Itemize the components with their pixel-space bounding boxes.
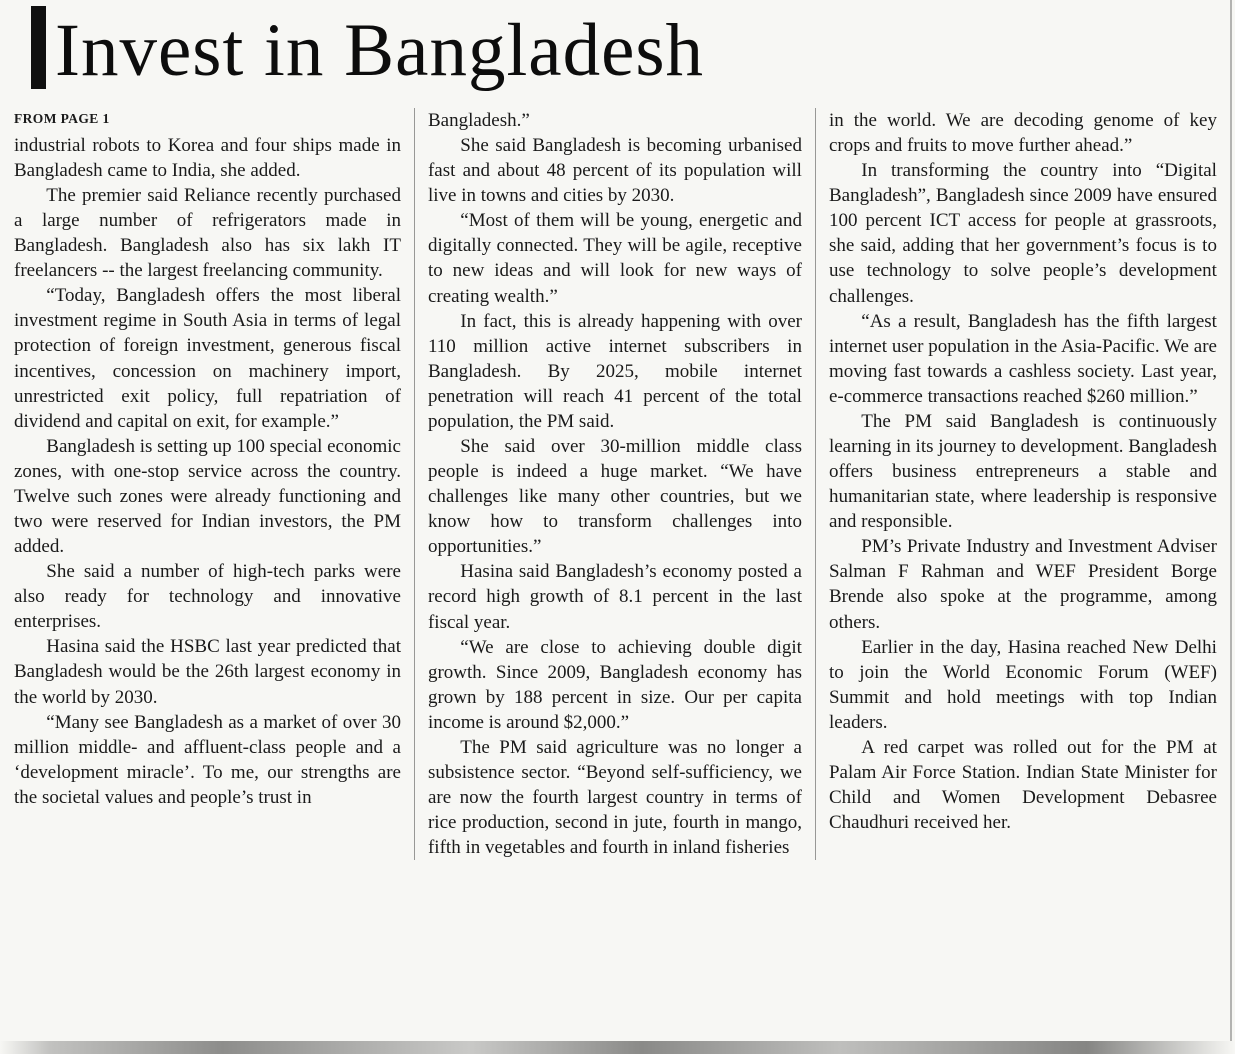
article-paragraph: The PM said agriculture was no longer a subsistence sector. “Beyond self-sufficiency, we are now the fourth largest country in terms of rice production, second in jute, fourth in mango, fifth in vegetables and fourth in inland fisheries (427, 736, 802, 859)
article-paragraph: Bangladesh.” (427, 110, 530, 131)
article-paragraph: Earlier in the day, Hasina reached New Delhi to join the World Economic Forum (WEF) Summit and hold meetings with top Indian leaders. (828, 636, 1217, 733)
article-body (0, 108, 1235, 860)
article-paragraph: She said a number of high-tech parks were also ready for technology and innovative enterprises. (14, 561, 401, 633)
article-paragraph: She said Bangladesh is becoming urbanised fast and about 48 percent of its population will live in towns and cities by 2030. (427, 135, 802, 207)
article-paragraph: “As a result, Bangladesh has the fifth largest internet user population in the Asia-Pacific. We are moving fast towards a cashless society. Last year, e-commerce transactions reached $260 million.” (828, 310, 1217, 407)
article-paragraph: “Most of them will be young, energetic and digitally connected. They will be agile, receptive to new ideas and will look for new ways of creating wealth.” (427, 210, 802, 307)
article-paragraph: “We are close to achieving double digit growth. Since 2009, Bangladesh economy has grown by 188 percent in size. Our per capita income is around $2,000.” (427, 636, 802, 733)
article-paragraph: Bangladesh is setting up 100 special economic zones, with one-stop service across the country. Twelve such zones were already functioning and two were reserved for Indian investors, the PM added. (14, 435, 401, 558)
article-paragraph: in the world. We are decoding genome of key crops and fruits to move further ahead.” (828, 110, 1217, 157)
article-paragraph: “Today, Bangladesh offers the most liberal investment regime in South Asia in terms of legal protection of foreign investment, generous fiscal incentives, concession on machinery import, unrestricted exit policy, full repatriation of dividend and capital on exit, for example.” (14, 285, 401, 432)
headline: Invest in Bangladesh (55, 9, 705, 92)
article-column-1 (14, 108, 415, 860)
article-paragraph: PM’s Private Industry and Investment Adviser Salman F Rahman and WEF President Borge Brende also spoke at the programme, among others. (828, 536, 1217, 633)
article-paragraph: industrial robots to Korea and four ships made in Bangladesh came to India, she added. (14, 134, 401, 181)
article-paragraph: She said over 30-million middle class people is indeed a huge market. “We have challenges like many other countries, but we know how to transform challenges into opportunities.” (427, 436, 802, 558)
article-column-2 (415, 108, 816, 860)
article-column-3 (816, 108, 1217, 860)
article-paragraph: In fact, this is already happening with over 110 million active internet subscribers in Bangladesh. By 2025, mobile internet penetration will reach 41 percent of the total population, the PM said. (427, 310, 802, 432)
scan-mark-left (31, 6, 46, 89)
masthead (0, 0, 1235, 108)
article-paragraph: Hasina said Bangladesh’s economy posted a record high growth of 8.1 percent in the last fiscal year. (427, 561, 802, 633)
scan-artifact-bottom (0, 1041, 1235, 1054)
article-paragraph: In transforming the country into “Digital Bangladesh”, Bangladesh since 2009 have ensured 100 percent ICT access for people at grassroots, she said, adding that her government’s focus is to use technology to solve people’s development challenges. (828, 160, 1217, 307)
article-paragraph: Hasina said the HSBC last year predicted that Bangladesh would be the 26th largest economy in the world by 2030. (14, 636, 401, 708)
article-paragraph: “Many see Bangladesh as a market of over 30 million middle- and affluent-class people and a ‘development miracle’. To me, our strengths are the societal values and people’s trust in (14, 711, 401, 808)
article-paragraph: The premier said Reliance recently purchased a large number of refrigerators made in Bangladesh. Bangladesh also has six lakh IT freelancers -- the largest freelancing community. (14, 184, 401, 282)
article-paragraph: A red carpet was rolled out for the PM at Palam Air Force Station. Indian State Minister for Child and Women Development Debasree Chaudhuri received her. (828, 736, 1217, 834)
scan-edge-right (1230, 0, 1232, 1054)
from-page-label: FROM PAGE 1 (14, 111, 110, 126)
article-paragraph: The PM said Bangladesh is continuously learning in its journey to development. Bangladesh offers business entrepreneurs a stable and humanitarian state, where leadership is responsive and responsible. (828, 410, 1217, 533)
